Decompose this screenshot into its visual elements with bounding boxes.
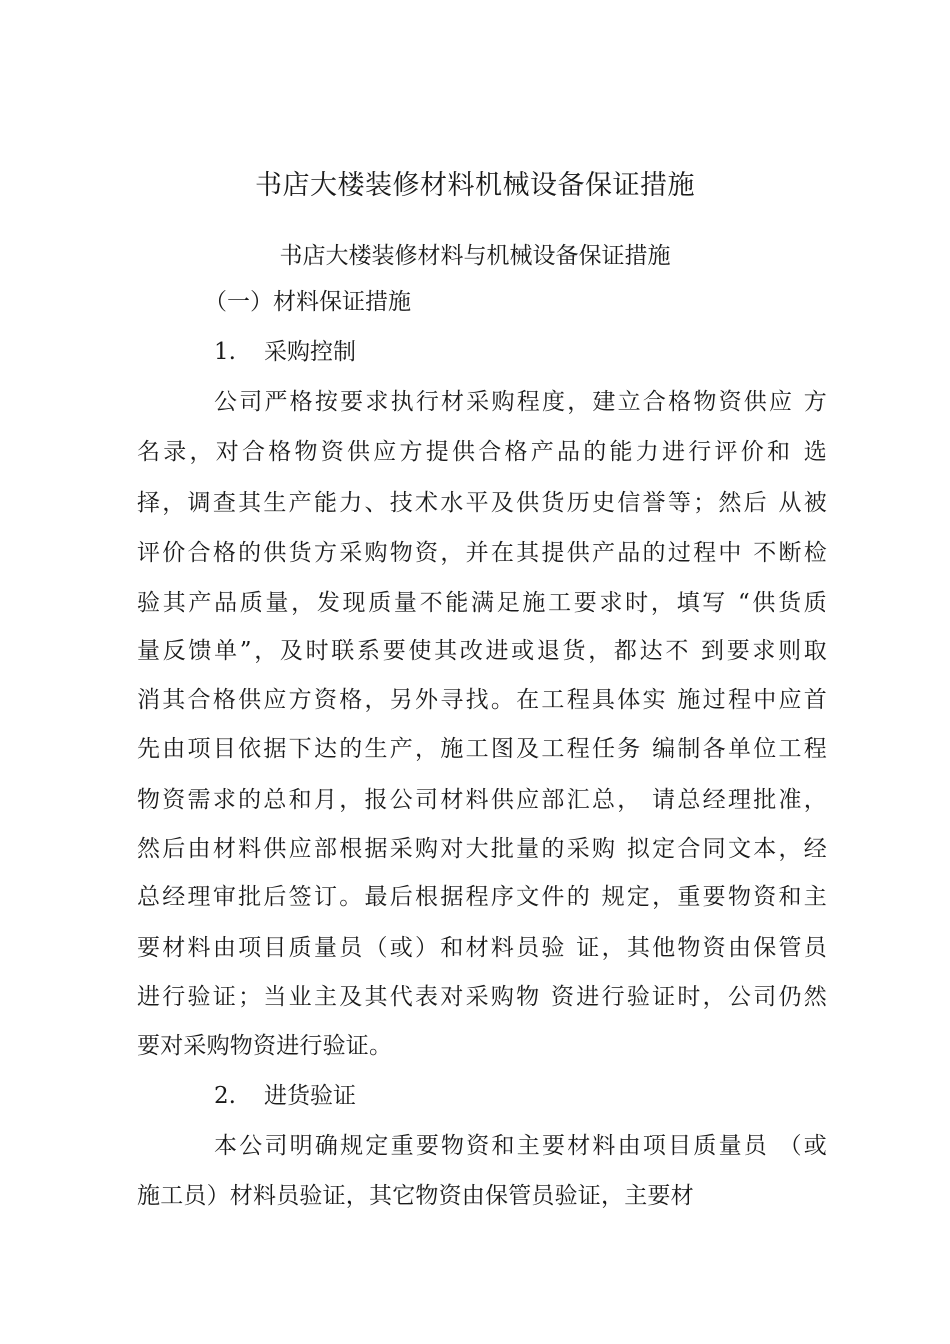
- paragraph-line: 评价合格的供货方采购物资，并在其提供产品的过程中 不断检: [137, 540, 827, 566]
- document-subtitle: 书店大楼装修材料与机械设备保证措施: [279, 243, 671, 269]
- paragraph-line: 先由项目依据下达的生产，施工图及工程任务 编制各单位工程: [137, 736, 827, 762]
- paragraph-line: 消其合格供应方资格，另外寻找。在工程具体实 施过程中应首: [137, 687, 827, 713]
- item-heading-incoming-verification: [214, 1080, 356, 1112]
- paragraph-line: 择，调查其生产能力、技术水平及供货历史信誉等；然后 从被: [137, 490, 827, 516]
- paragraph-line: 名录，对合格物资供应方提供合格产品的能力进行评价和 选: [137, 439, 827, 465]
- paragraph-line: 本公司明确规定重要物资和主要材料由项目质量员 （或: [214, 1133, 827, 1159]
- item-label: 采购控制: [264, 339, 356, 365]
- paragraph-line: 验其产品质量，发现质量不能满足施工要求时，填写 “供货质: [137, 590, 827, 616]
- paragraph-line: 物资需求的总和月，报公司材料供应部汇总， 请总经理批准，: [137, 787, 827, 813]
- paragraph-line: 公司严格按要求执行材采购程度，建立合格物资供应 方: [214, 389, 827, 415]
- document-title: 书店大楼装修材料机械设备保证措施: [255, 170, 695, 201]
- paragraph-line: 要对采购物资进行验证。: [137, 1033, 393, 1059]
- item-number: 1.: [214, 339, 236, 365]
- paragraph-line: 施工员）材料员验证，其它物资由保管员验证，主要材: [137, 1183, 694, 1209]
- paragraph-line: 要材料由项目质量员（或）和材料员验 证，其他物资由保管员: [137, 935, 827, 961]
- paragraph-line: 然后由材料供应部根据采购对大批量的采购 拟定合同文本，经: [137, 836, 827, 862]
- section-heading-materials: （一）材料保证措施: [204, 289, 411, 315]
- item-heading-procurement: [214, 336, 356, 368]
- paragraph-line: 量反馈单”，及时联系要使其改进或退货，都达不 到要求则取: [137, 638, 827, 664]
- item-label: 进货验证: [264, 1083, 356, 1109]
- paragraph-line: 总经理审批后签订。最后根据程序文件的 规定，重要物资和主: [137, 884, 827, 910]
- paragraph-line: 进行验证；当业主及其代表对采购物 资进行验证时，公司仍然: [137, 984, 827, 1010]
- item-number: 2.: [214, 1083, 236, 1109]
